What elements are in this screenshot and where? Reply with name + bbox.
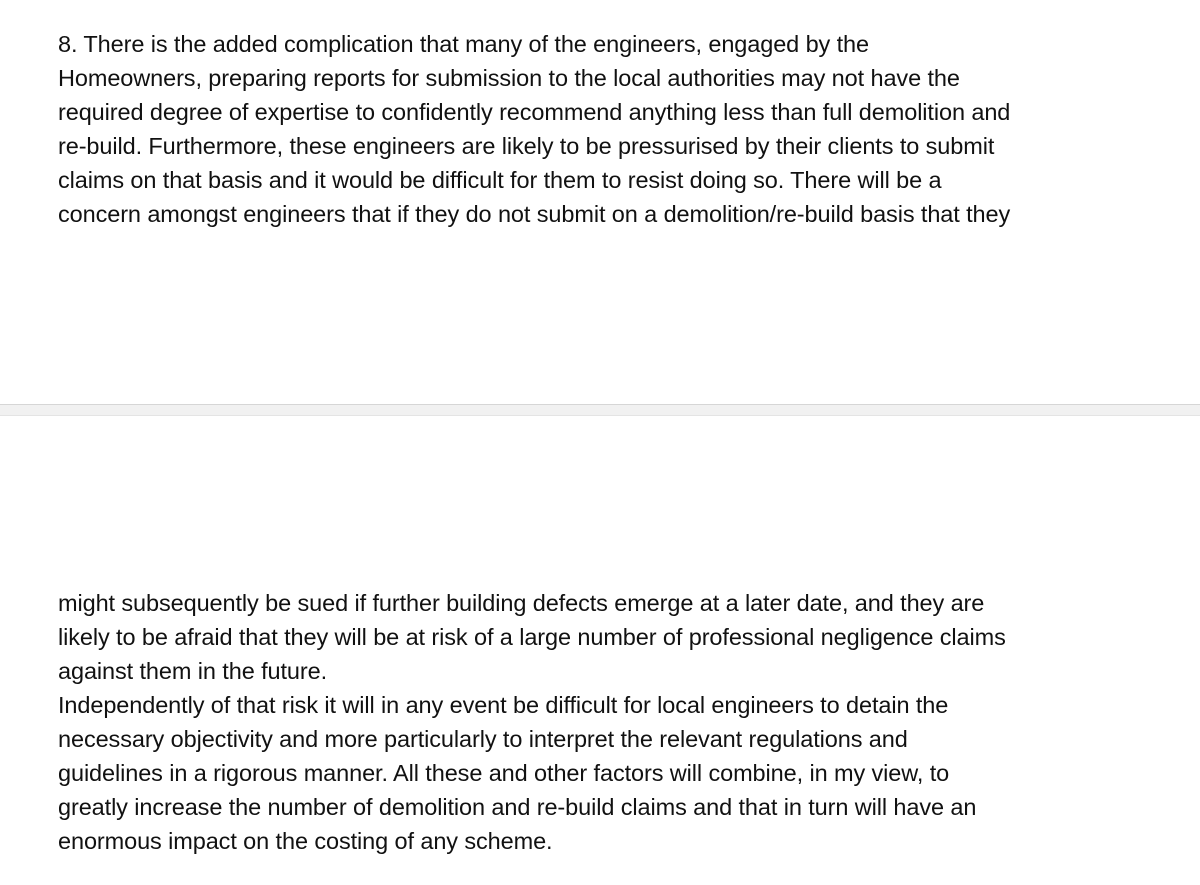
- text-line: concern amongst engineers that if they do not submit on a demolition/re-build basis that they: [58, 201, 1011, 227]
- paragraph-8-part-1: [58, 27, 1168, 231]
- text-line: 8. There is the added complication that many of the engineers, engaged by the: [58, 31, 869, 57]
- text-line: guidelines in a rigorous manner. All these and other factors will combine, in my view, to: [58, 760, 950, 786]
- text-line: greatly increase the number of demolition and re-build claims and that in turn will have an: [58, 794, 977, 820]
- text-line: might subsequently be sued if further building defects emerge at a later date, and they are: [58, 590, 985, 616]
- text-line: enormous impact on the costing of any scheme.: [58, 828, 553, 854]
- text-line: against them in the future.: [58, 658, 328, 684]
- text-line: likely to be afraid that they will be at risk of a large number of professional negligence claims: [58, 624, 1006, 650]
- paragraph-8-part-2: [58, 586, 1168, 858]
- text-line: claims on that basis and it would be difficult for them to resist doing so. There will be a: [58, 167, 942, 193]
- text-line: necessary objectivity and more particularly to interpret the relevant regulations and: [58, 726, 908, 752]
- text-line: Homeowners, preparing reports for submission to the local authorities may not have the: [58, 65, 960, 91]
- text-line: re-build. Furthermore, these engineers are likely to be pressurised by their clients to submit: [58, 133, 995, 159]
- text-line: Independently of that risk it will in any event be difficult for local engineers to detain the: [58, 692, 949, 718]
- text-line: required degree of expertise to confidently recommend anything less than full demolition and: [58, 99, 1011, 125]
- page-break-divider: [0, 404, 1200, 416]
